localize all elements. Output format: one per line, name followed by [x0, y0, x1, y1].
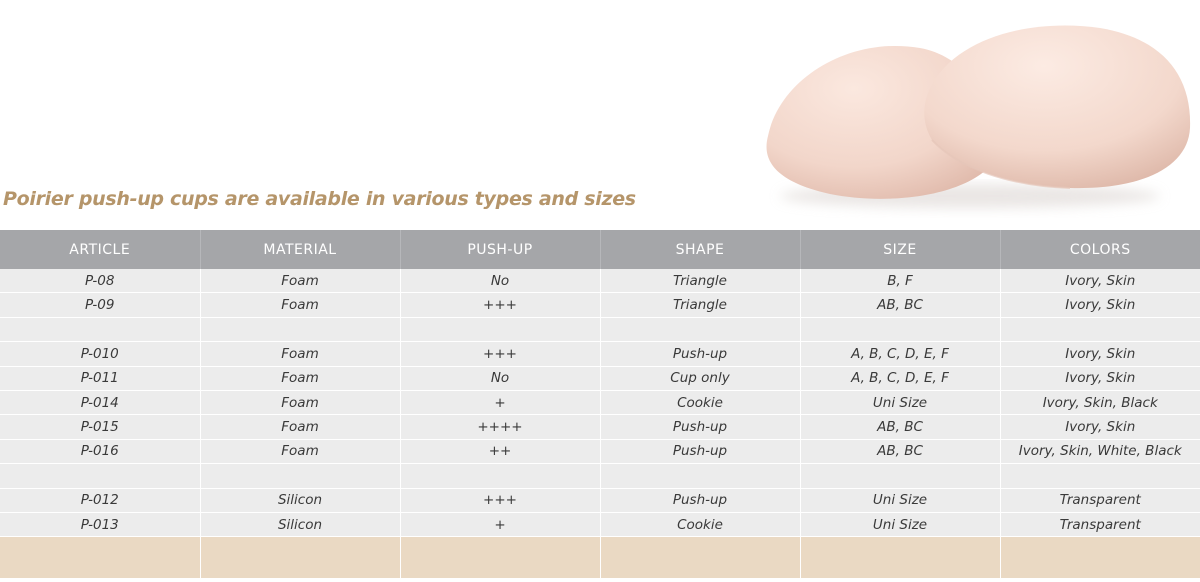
table-cell — [800, 464, 1000, 488]
table-cell: Foam — [200, 390, 400, 414]
footer-cell — [1000, 537, 1200, 579]
column-header: PUSH-UP — [400, 230, 600, 269]
table-cell: +++ — [400, 488, 600, 512]
table-cell: Push-up — [600, 415, 800, 439]
table-cell: P-011 — [0, 366, 200, 390]
table-row — [0, 512, 1200, 536]
foam-cups-photo — [740, 18, 1200, 218]
table-cell: Push-up — [600, 342, 800, 366]
table-cell: Transparent — [1000, 512, 1200, 536]
table-cell: + — [400, 390, 600, 414]
table-cell: Silicon — [200, 512, 400, 536]
table-row — [0, 488, 1200, 512]
table-cell: B, F — [800, 269, 1000, 293]
table-cell: P-014 — [0, 390, 200, 414]
table-row — [0, 269, 1200, 293]
table-row — [0, 293, 1200, 317]
table-cell: Triangle — [600, 293, 800, 317]
column-header: SIZE — [800, 230, 1000, 269]
table-row — [0, 342, 1200, 366]
footer-cell — [800, 537, 1000, 579]
table-cell: AB, BC — [800, 293, 1000, 317]
table-cell: P-010 — [0, 342, 200, 366]
footer-cell — [600, 537, 800, 579]
table-cell — [400, 317, 600, 341]
table-cell: Foam — [200, 366, 400, 390]
table-cell: Ivory, Skin — [1000, 342, 1200, 366]
table-cell — [1000, 317, 1200, 341]
table-spacer-row — [0, 317, 1200, 341]
table-cell: Cookie — [600, 390, 800, 414]
table-row — [0, 366, 1200, 390]
table-cell — [600, 464, 800, 488]
table-footer-band — [0, 537, 1200, 579]
table-cell: +++ — [400, 293, 600, 317]
column-header: ARTICLE — [0, 230, 200, 269]
table-cell: + — [400, 512, 600, 536]
footer-cell — [400, 537, 600, 579]
table-cell: ++ — [400, 439, 600, 463]
table-cell: AB, BC — [800, 415, 1000, 439]
table-cell: Transparent — [1000, 488, 1200, 512]
table-cell: P-016 — [0, 439, 200, 463]
table-cell: A, B, C, D, E, F — [800, 342, 1000, 366]
table-cell: Silicon — [200, 488, 400, 512]
table-cell: ++++ — [400, 415, 600, 439]
table-cell: P-015 — [0, 415, 200, 439]
footer-cell — [0, 537, 200, 579]
table-cell: No — [400, 366, 600, 390]
table-row — [0, 415, 1200, 439]
table-cell: Ivory, Skin — [1000, 366, 1200, 390]
table-cell: No — [400, 269, 600, 293]
table-cell — [600, 317, 800, 341]
table-cell: Foam — [200, 415, 400, 439]
table-cell — [800, 317, 1000, 341]
footer-cell — [200, 537, 400, 579]
table-cell — [0, 317, 200, 341]
table-body — [0, 269, 1200, 578]
table-cell: P-013 — [0, 512, 200, 536]
column-header: COLORS — [1000, 230, 1200, 269]
table-cell: Foam — [200, 293, 400, 317]
column-header: MATERIAL — [200, 230, 400, 269]
table-cell: Triangle — [600, 269, 800, 293]
table-cell: AB, BC — [800, 439, 1000, 463]
table-cell: Ivory, Skin — [1000, 269, 1200, 293]
table-cell: Foam — [200, 342, 400, 366]
table-cell: Ivory, Skin — [1000, 293, 1200, 317]
table-spacer-row — [0, 464, 1200, 488]
table-cell: P-012 — [0, 488, 200, 512]
table-cell — [400, 464, 600, 488]
table-cell — [200, 464, 400, 488]
table-cell — [200, 317, 400, 341]
table-cell: P-08 — [0, 269, 200, 293]
table-cell: Uni Size — [800, 390, 1000, 414]
table-cell: Uni Size — [800, 488, 1000, 512]
table-cell: Push-up — [600, 439, 800, 463]
table-cell: Foam — [200, 269, 400, 293]
table-cell: Foam — [200, 439, 400, 463]
table-cell: Cup only — [600, 366, 800, 390]
headline: Poirier push-up cups are available in various types and sizes — [3, 188, 636, 210]
table-cell: Uni Size — [800, 512, 1000, 536]
table-cell: Cookie — [600, 512, 800, 536]
table-header-row — [0, 230, 1200, 269]
table-cell: +++ — [400, 342, 600, 366]
table-cell: Ivory, Skin — [1000, 415, 1200, 439]
column-header: SHAPE — [600, 230, 800, 269]
table-cell: P-09 — [0, 293, 200, 317]
table-cell — [0, 464, 200, 488]
table-cell: Ivory, Skin, Black — [1000, 390, 1200, 414]
table-cell: A, B, C, D, E, F — [800, 366, 1000, 390]
table-cell — [1000, 464, 1200, 488]
table-row — [0, 439, 1200, 463]
table-cell: Ivory, Skin, White, Black — [1000, 439, 1200, 463]
table-cell: Push-up — [600, 488, 800, 512]
specs-table — [0, 230, 1200, 578]
table-row — [0, 390, 1200, 414]
